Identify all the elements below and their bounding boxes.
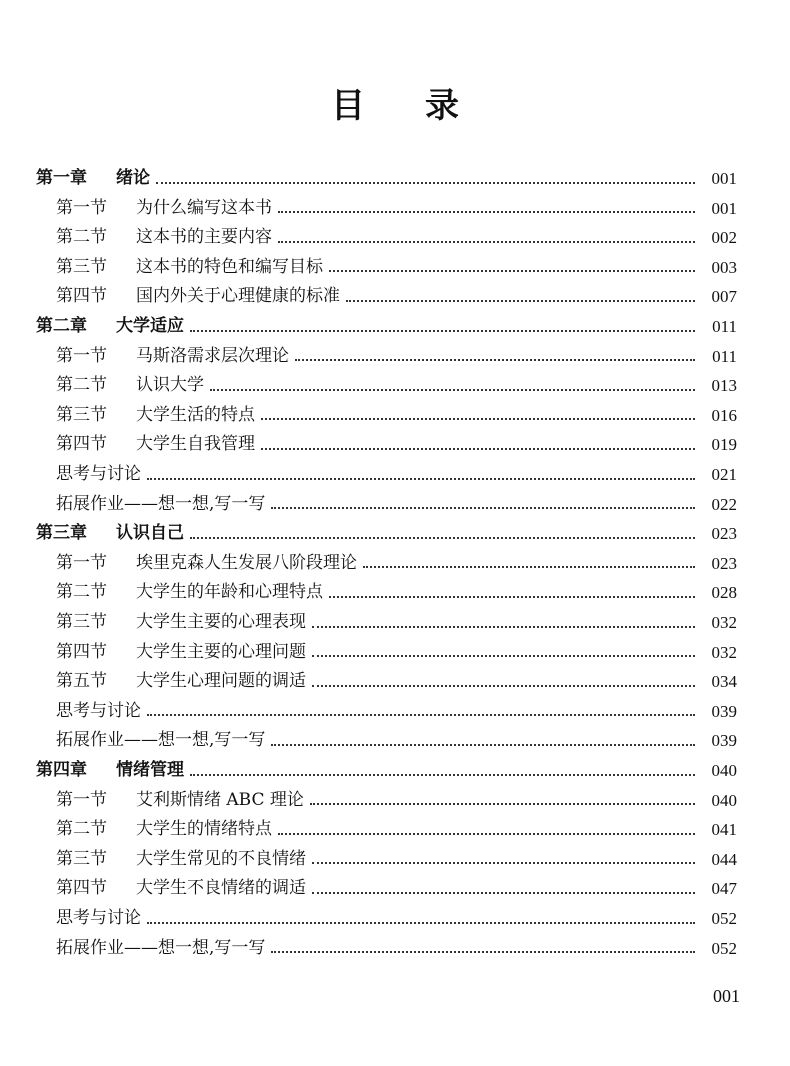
section-number: 第三节	[56, 612, 107, 632]
section-number: 第二节	[56, 227, 107, 248]
toc-page-number: 001	[711, 169, 737, 188]
toc-page-number: 011	[712, 346, 737, 366]
dot-leader	[210, 387, 695, 391]
section-title: 大学生常见的不良情绪	[136, 848, 306, 869]
dot-leader	[147, 712, 695, 716]
dot-leader	[312, 653, 695, 657]
toc-page-number: 044	[711, 849, 737, 869]
section-title: 拓展作业——想一想,写一写	[56, 730, 266, 751]
chapter-number: 第二章	[36, 316, 87, 336]
toc-section-row[interactable]	[56, 726, 737, 755]
toc-page-number: 040	[711, 761, 737, 780]
section-title: 大学生主要的心理表现	[136, 612, 306, 632]
section-title: 这本书的特色和编写目标	[136, 256, 323, 277]
toc-section-row[interactable]	[56, 815, 737, 844]
toc-page-number: 047	[711, 879, 737, 899]
toc-page-number: 007	[711, 287, 737, 307]
toc-page-number: 003	[711, 257, 737, 277]
dot-leader	[310, 801, 695, 805]
toc-page-number: 039	[711, 701, 737, 721]
page-title	[0, 78, 790, 127]
toc-section-row[interactable]	[56, 845, 737, 874]
section-title: 思考与讨论	[56, 464, 141, 484]
toc-page-number: 023	[711, 553, 737, 573]
section-number: 第四节	[56, 434, 107, 455]
toc-section-row[interactable]	[56, 342, 737, 371]
dot-leader	[329, 594, 695, 598]
section-title: 认识大学	[136, 375, 204, 396]
section-number: 第一节	[56, 197, 107, 218]
dot-leader	[346, 298, 695, 302]
title-char-2: 录	[425, 86, 459, 126]
toc-page-number: 052	[711, 938, 737, 958]
section-title: 大学生活的特点	[136, 404, 255, 425]
toc-section-row[interactable]	[56, 549, 737, 578]
section-title: 大学生的情绪特点	[136, 819, 272, 840]
toc-section-row[interactable]	[56, 194, 737, 223]
toc-page-number: 016	[711, 405, 737, 425]
toc-section-row[interactable]	[56, 578, 737, 607]
dot-leader	[312, 683, 695, 687]
toc-section-row[interactable]	[56, 223, 737, 252]
section-number: 第三节	[56, 256, 107, 277]
dot-leader	[271, 742, 695, 746]
section-number: 第三节	[56, 848, 107, 869]
section-title: 拓展作业——想一想,写一写	[56, 937, 266, 958]
dot-leader	[190, 535, 695, 539]
dot-leader	[278, 831, 695, 835]
toc-page-number: 023	[711, 524, 737, 544]
section-title: 大学生的年龄和心理特点	[136, 582, 323, 603]
dot-leader	[363, 564, 695, 568]
chapter-title: 认识自己	[116, 523, 184, 544]
section-number: 第三节	[56, 404, 107, 425]
section-number: 第五节	[56, 671, 107, 692]
section-number: 第二节	[56, 582, 107, 603]
dot-leader	[278, 239, 695, 243]
toc-page-number: 022	[711, 494, 737, 514]
toc-chapter-row[interactable]	[36, 519, 737, 548]
toc-section-row[interactable]	[56, 904, 737, 933]
toc-section-row[interactable]	[56, 697, 737, 726]
toc-section-row[interactable]	[56, 282, 737, 311]
toc-page-number: 021	[711, 465, 737, 484]
toc-section-row[interactable]	[56, 667, 737, 696]
toc-page-number: 032	[711, 613, 737, 632]
dot-leader	[312, 624, 695, 628]
toc-page-number: 039	[711, 731, 737, 751]
dot-leader	[156, 180, 695, 184]
section-number: 第四节	[56, 641, 107, 662]
toc-page-number: 028	[711, 583, 737, 603]
section-title: 为什么编写这本书	[136, 197, 272, 218]
toc-page-number: 052	[711, 909, 737, 928]
dot-leader	[190, 328, 695, 332]
dot-leader	[147, 920, 695, 924]
section-title: 国内外关于心理健康的标准	[136, 286, 340, 307]
section-number: 第四节	[56, 878, 107, 899]
dot-leader	[147, 476, 695, 480]
dot-leader	[278, 209, 695, 213]
section-title: 埃里克森人生发展八阶段理论	[136, 552, 357, 573]
toc-chapter-row[interactable]	[36, 164, 737, 193]
section-title: 大学生自我管理	[136, 434, 255, 455]
dot-leader	[312, 860, 695, 864]
toc-page-number: 019	[711, 435, 737, 455]
dot-leader	[295, 357, 695, 361]
chapter-title: 大学适应	[116, 316, 184, 336]
toc-page-number: 034	[711, 672, 737, 692]
dot-leader	[190, 772, 695, 776]
dot-leader	[261, 446, 695, 450]
section-title: 大学生不良情绪的调适	[136, 878, 306, 899]
toc-page-number: 040	[711, 790, 737, 810]
chapter-number: 第三章	[36, 523, 87, 544]
toc-section-row[interactable]	[56, 638, 737, 667]
title-char-1: 目	[331, 86, 365, 126]
section-number: 第二节	[56, 375, 107, 396]
chapter-title: 绪论	[116, 168, 150, 188]
chapter-title: 情绪管理	[116, 760, 184, 780]
section-number: 第四节	[56, 286, 107, 307]
section-title: 大学生主要的心理问题	[136, 641, 306, 662]
toc-page-number: 011	[712, 317, 737, 336]
section-title: 拓展作业——想一想,写一写	[56, 493, 266, 514]
toc-section-row[interactable]	[56, 874, 737, 903]
toc-page-number: 041	[711, 820, 737, 840]
section-number: 第二节	[56, 819, 107, 840]
toc-chapter-row[interactable]	[36, 756, 737, 785]
toc-chapter-row[interactable]	[36, 312, 737, 341]
toc-section-row[interactable]	[56, 786, 737, 815]
chapter-number: 第四章	[36, 760, 87, 780]
dot-leader	[271, 505, 695, 509]
section-number: 第一节	[56, 552, 107, 573]
page-number: 001	[713, 986, 740, 1006]
dot-leader	[271, 949, 695, 953]
dot-leader	[312, 890, 695, 894]
toc-section-row[interactable]	[56, 401, 737, 430]
section-title: 思考与讨论	[56, 908, 141, 928]
toc-section-row[interactable]	[56, 430, 737, 459]
toc-section-row[interactable]	[56, 460, 737, 489]
toc-section-row[interactable]	[56, 371, 737, 400]
dot-leader	[329, 268, 695, 272]
toc-page-number: 002	[711, 228, 737, 248]
section-number: 第一节	[56, 789, 107, 810]
chapter-number: 第一章	[36, 168, 87, 188]
section-title: 艾利斯情绪 ABC 理论	[136, 789, 304, 810]
toc-page-number: 032	[711, 642, 737, 662]
toc-page-number: 001	[711, 198, 737, 218]
toc-page-number: 013	[711, 376, 737, 396]
section-title: 这本书的主要内容	[136, 227, 272, 248]
dot-leader	[261, 416, 695, 420]
toc-section-row[interactable]	[56, 608, 737, 637]
section-title: 大学生心理问题的调适	[136, 671, 306, 692]
section-number: 第一节	[56, 345, 107, 366]
toc-section-row[interactable]	[56, 490, 737, 519]
toc-section-row[interactable]	[56, 934, 737, 963]
section-title: 马斯洛需求层次理论	[136, 345, 289, 366]
toc-section-row[interactable]	[56, 253, 737, 282]
section-title: 思考与讨论	[56, 700, 141, 721]
